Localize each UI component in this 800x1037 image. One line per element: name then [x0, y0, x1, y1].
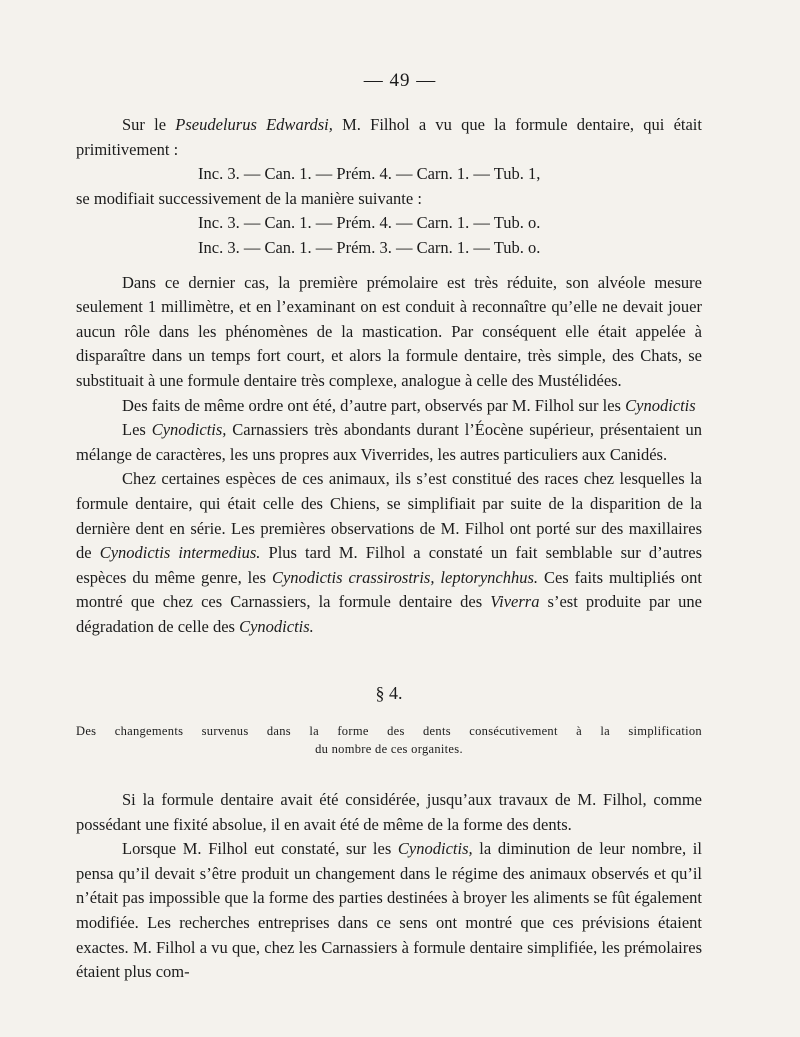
paragraph-modification: se modifiait successivement de la manière suivante : — [76, 188, 422, 208]
text-run: M. Filhol a vu que la formule dentaire, qui était primitivement : — [76, 115, 702, 159]
text-run: Ces faits multipliés ont montré que chez ces Carnassiers, la formule dentaire des — [76, 567, 702, 612]
paragraph-dernier-cas: Dans ce dernier cas, la première prémolaire est très réduite, son alvéole mesure seulement 1 millimètre, et en l’examinant on est conduit à reconnaître qu’elle ne devait jouer aucun rôle dans les phénomènes de la mastication. Par conséquent elle était appelée à disparaître dans un temps fort court, et alors la formule dentaire, très simple, des Chats, se substituait à une formule dentaire très complexe, analogue à celle des Mustélidées. — [76, 272, 702, 390]
dental-formula-3: Inc. 3. — Can. 1. — Prém. 3. — Carn. 1. — Tub. o. — [198, 237, 541, 257]
page-number: — 49 — — [363, 70, 437, 91]
section-title-line-2: du nombre de ces organites. — [315, 742, 463, 757]
paragraph-especes — [76, 467, 702, 639]
text-run: la diminution de leur nombre, il pensa qu’il devait s’être produit un changement dans le régime des animaux observés et qu’il n’était pas impossible que la forme des parties destinées à broyer les aliments se fût également modifiée. Les recherches entreprises dans ce sens ont montré que ces prévisions étaient exactes. M. Filhol a vu que, chez les Carnassiers à formule dentaire simplifiée, les prémolaires étaient plus com- — [76, 839, 702, 982]
text-run: Carnassiers très abondants durant l’Éocène supérieur, présentaient un mélange de caractères, les uns propres aux Viverrides, les autres particuliers aux Canidés. — [76, 420, 703, 464]
text-run: s’est produite par une dégradation de celle des — [76, 592, 702, 636]
dental-formula-2: Inc. 3. — Can. 1. — Prém. 4. — Carn. 1. — Tub. o. — [198, 213, 541, 233]
taxon-name: Cynodictis, — [151, 420, 227, 440]
taxon-name: Cynodictis, — [397, 839, 473, 859]
text-run: Sur le — [122, 115, 176, 134]
taxon-name: Cynodictis. — [239, 616, 314, 636]
paragraph-formule-fixite: Si la formule dentaire avait été considérée, jusqu’aux travaux de M. Filhol, comme possédant une fixité absolue, il en avait été de même de la forme des dents. — [76, 790, 702, 834]
section-title-line-1: Des changements survenus dans la forme des dents consécutivement à la simplification — [76, 724, 702, 739]
dental-formula-1: Inc. 3. — Can. 1. — Prém. 4. — Carn. 1. — Tub. 1, — [198, 164, 541, 184]
taxon-name: Pseudelurus Edwardsi, — [175, 115, 333, 134]
paragraph-pseudelurus — [76, 113, 702, 162]
taxon-name: Cynodictis intermedius. — [99, 543, 261, 563]
body-text — [76, 113, 702, 985]
text-run: Lorsque M. Filhol eut constaté, sur les — [122, 839, 398, 859]
text-run: Plus tard M. Filhol a constaté un fait semblable sur d’autres espèces du même genre, les — [76, 543, 702, 587]
taxon-name: Viverra — [490, 592, 540, 612]
paragraph-lorsque — [76, 837, 702, 985]
text-run: Des faits de même ordre ont été, d’autre part, observés par M. Filhol sur les — [122, 395, 626, 415]
text-run: Chez certaines espèces de ces animaux, ils s’est constitué des races chez lesquelles la formule dentaire, qui était celle des Chiens, se simplifiait par suite de la disparition de la dernière dent en série. Les premières observations de M. Filhol ont porté sur des maxillaires de — [76, 469, 702, 563]
section-title — [76, 722, 702, 758]
section-number: § 4. — [375, 683, 403, 704]
text-run: Les — [122, 420, 152, 440]
taxon-name: Cynodictis — [625, 395, 696, 415]
paragraph-cynodictis — [76, 418, 702, 467]
paragraph-faits-meme-ordre — [76, 394, 702, 419]
taxon-name: Cynodictis crassirostris, leptorynchhus. — [271, 567, 539, 587]
